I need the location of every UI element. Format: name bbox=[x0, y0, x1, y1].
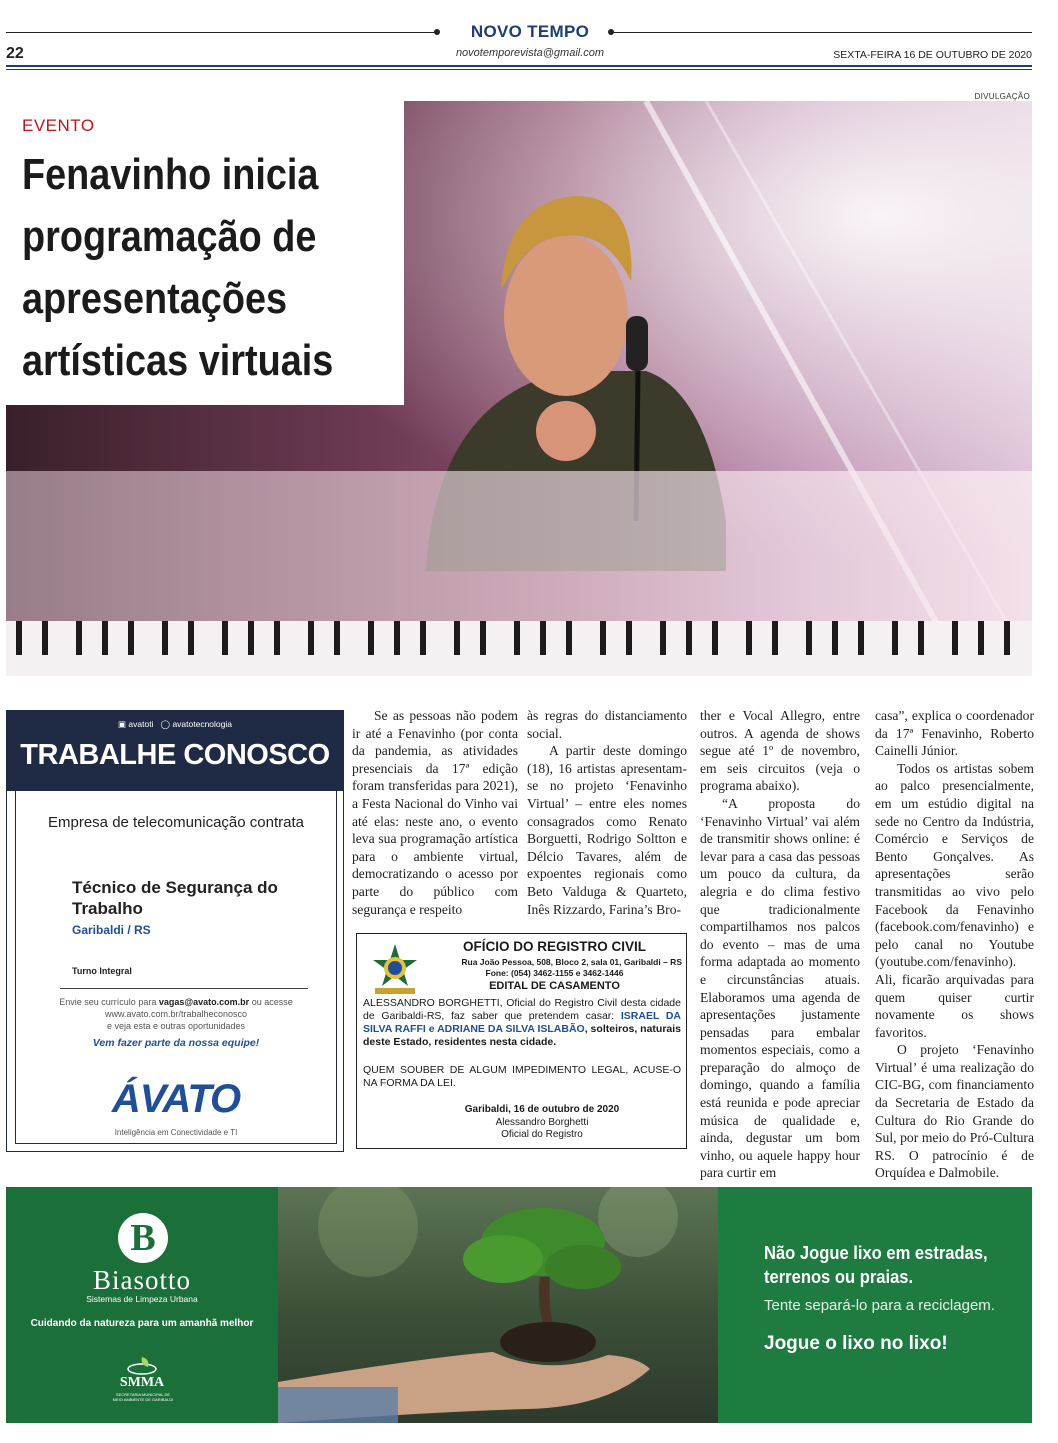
article-paragraph: ther e Vocal Allegro, entre outros. A agenda de shows segue até 1º de novembro, em seis circuitos (veja o programa abaixo). bbox=[700, 708, 860, 794]
header-rule bbox=[6, 65, 1032, 67]
notice-signature bbox=[417, 1104, 667, 1142]
article-paragraph: O projeto ‘Fenavinho Virtual’ é uma realização do CIC-BG, com financiamento da Secretaria de Estado da Cultura do Rio Grande do Sul, por meio do Pró-Cultura RS. O patrocínio é de Orquídea e Dalmobile. bbox=[875, 1042, 1034, 1181]
article-column-3 bbox=[700, 707, 860, 1182]
job-ad-send-1: Envie seu currículo para bbox=[59, 997, 157, 1007]
article-paragraph: às regras do distanciamento social. bbox=[527, 708, 687, 741]
avato-logo: ÁVATO bbox=[111, 1077, 241, 1121]
tree-in-hands-illustration bbox=[278, 1187, 718, 1423]
notice-phone: Fone: (054) 3462-1155 e 3462-1446 bbox=[485, 968, 624, 978]
job-ad-social bbox=[7, 719, 343, 730]
notice-body bbox=[363, 997, 681, 1049]
avato-tagline: Inteligência em Conectividade e TI bbox=[114, 1128, 238, 1137]
job-ad-body bbox=[15, 791, 337, 1144]
notice-signer-role: Oficial do Registro bbox=[501, 1129, 583, 1140]
job-ad-shift: Turno Integral bbox=[72, 966, 132, 976]
job-ad-lead: Empresa de telecomunicação contrata bbox=[48, 814, 304, 831]
brazil-coat-of-arms-icon bbox=[367, 942, 423, 1000]
masthead-email: novotemporevista@gmail.com bbox=[455, 47, 605, 59]
notice-place-date: Garibaldi, 16 de outubro de 2020 bbox=[464, 1104, 620, 1115]
job-ad-role: Técnico de Segurança do Trabalho bbox=[72, 878, 278, 918]
notice-signer: Alessandro Borghetti bbox=[495, 1116, 589, 1128]
notice-address: Rua João Pessoa, 508, Bloco 2, sala 01, Garibaldi – RS bbox=[461, 957, 682, 967]
marriage-notice bbox=[356, 933, 687, 1149]
page-number: 22 bbox=[6, 45, 24, 62]
banner-line-3: Jogue o lixo no lixo! bbox=[764, 1333, 948, 1354]
job-ad-divider bbox=[60, 988, 308, 989]
biasotto-name: Biasotto bbox=[92, 1265, 191, 1295]
masthead-rule-right bbox=[612, 32, 1032, 33]
article-kicker: EVENTO bbox=[22, 116, 95, 135]
article-paragraph: Todos os artistas sobem ao palco presencialmente, em um estúdio digital na sede no Centro da Indústria, Comércio e Serviços de Bento Gonçalves. As apresentações serão transmitidas ao vivo pelo Facebook da Fenavinho (facebook.com/fenavinho) e pelo canal no Youtube (youtube.com/fenavinho). Ali, ficarão arquivadas para quem quiser curtir novamente os shows favoritos. bbox=[875, 760, 1034, 1040]
masthead-title: NOVO TEMPO bbox=[470, 22, 590, 41]
banner-line-2: Tente separá-lo para a reciclagem. bbox=[764, 1297, 995, 1314]
issue-date: SEXTA-FEIRA 16 DE OUTUBRO DE 2020 bbox=[833, 49, 1032, 61]
article-headline: Fenavinho inicia programação de apresentações artísticas virtuais bbox=[22, 150, 334, 385]
banner-photo bbox=[278, 1187, 718, 1423]
banner-brand-panel bbox=[6, 1187, 278, 1423]
job-ad-facebook: avatoti bbox=[128, 719, 154, 729]
job-ad-instructions bbox=[16, 996, 336, 1032]
smma-logo: SMMA bbox=[119, 1375, 165, 1390]
instagram-icon: ◯ bbox=[160, 719, 171, 729]
biasotto-subtitle: Sistemas de Limpeza Urbana bbox=[86, 1294, 198, 1304]
job-ad-send-3: e veja esta e outras oportunidades bbox=[106, 1021, 246, 1031]
job-ad-cta: Vem fazer parte da nossa equipe! bbox=[92, 1037, 260, 1049]
article-paragraph: Se as pessoas não podem ir até a Fenavinho (por conta da pandemia, as atividades presenciais da 17ª edição foram transferidas para 2021), a Festa Nacional do Vinho vai até elas: neste ano, o evento leva sua programação artística para o ambiente virtual, democratizando o acesso por parte do público com segurança e respeito bbox=[352, 708, 518, 917]
smma-subtitle: SECRETARIA MUNICIPAL DE MEIO AMBIENTE DE GARIBALDI bbox=[112, 1392, 174, 1402]
notice-names: ISRAEL DA SILVA RAFFI e ADRIANE DA SILVA ISLABÃO bbox=[363, 1010, 681, 1035]
smma-leaf-icon bbox=[126, 1355, 158, 1375]
notice-title: OFÍCIO DO REGISTRO CIVIL bbox=[462, 939, 646, 954]
article-column-2 bbox=[527, 707, 687, 918]
photo-credit: DIVULGAÇÃO bbox=[974, 92, 1030, 101]
article-column-4 bbox=[875, 707, 1034, 1182]
job-ad-title: TRABALHE CONOSCO bbox=[20, 739, 330, 771]
notice-body-2: , solteiros, naturais deste Estado, residentes nesta cidade. bbox=[363, 1023, 682, 1048]
banner-message-panel bbox=[718, 1187, 1032, 1423]
job-ad-header bbox=[7, 711, 343, 791]
job-ad-send-2: ou acesse bbox=[251, 997, 293, 1007]
facebook-icon: ▣ bbox=[118, 719, 127, 729]
job-ad bbox=[6, 710, 344, 1152]
job-ad-url[interactable]: www.avato.com.br/trabalheconosco bbox=[104, 1009, 248, 1019]
job-ad-instagram: avatotecnologia bbox=[172, 719, 232, 729]
biasotto-logo-icon: B bbox=[118, 1213, 168, 1263]
banner-line-1: Não Jogue lixo em estradas, terrenos ou praias. bbox=[764, 1243, 988, 1287]
notice-body-1: ALESSANDRO BORGHETTI, Oficial do Registro Civil desta cidade de Garibaldi-RS, faz saber que pretendem casar: bbox=[363, 997, 681, 1022]
article-paragraph: “A proposta do ‘Fenavinho Virtual’ vai além de transmitir shows online: é levar para a casa das pessoas um pouco da cultura, da alegria e do clima festivo que tradicionalmente compartilhamos nos palcos do evento – mas de uma forma adaptada ao momento e circunstâncias atuais. Elaboramos uma agenda de apresentações justamente pensadas para embalar momentos especiais, como a preparação do almoço de domingo, quando a família está reunida e pode apreciar música de qualidade e, ainda, degustar um bom vinho, ou aquele happy hour para curtir em bbox=[700, 795, 860, 1181]
job-ad-email[interactable]: vagas@avato.com.br bbox=[158, 997, 250, 1007]
notice-warning: QUEM SOUBER DE ALGUM IMPEDIMENTO LEGAL, ACUSE-O NA FORMA DA LEI. bbox=[363, 1064, 681, 1089]
article-column-1 bbox=[352, 707, 518, 918]
biasotto-slogan: Cuidando da natureza para um amanhã melhor bbox=[30, 1318, 254, 1329]
job-ad-location: Garibaldi / RS bbox=[72, 923, 151, 937]
notice-subtitle: EDITAL DE CASAMENTO bbox=[489, 980, 620, 992]
header-rule-thin bbox=[6, 69, 1032, 70]
article-paragraph: A partir deste domingo (18), 16 artistas apresentam-se no projeto ‘Fenavinho Virtual’ – entre eles nomes consagrados como Renato Borguetti, Rodrigo Soltton e Délcio Tavares, além de expoentes regionais como Beto Valduga & Quarteto, Inês Rizzardo, Farina’s Bro- bbox=[527, 743, 687, 917]
notice-address-block bbox=[427, 957, 682, 979]
biasotto-banner bbox=[6, 1187, 1032, 1423]
masthead-rule-left bbox=[6, 32, 436, 33]
article-paragraph: casa”, explica o coordenador da 17ª Fenavinho, Roberto Cainelli Júnior. bbox=[875, 708, 1034, 759]
